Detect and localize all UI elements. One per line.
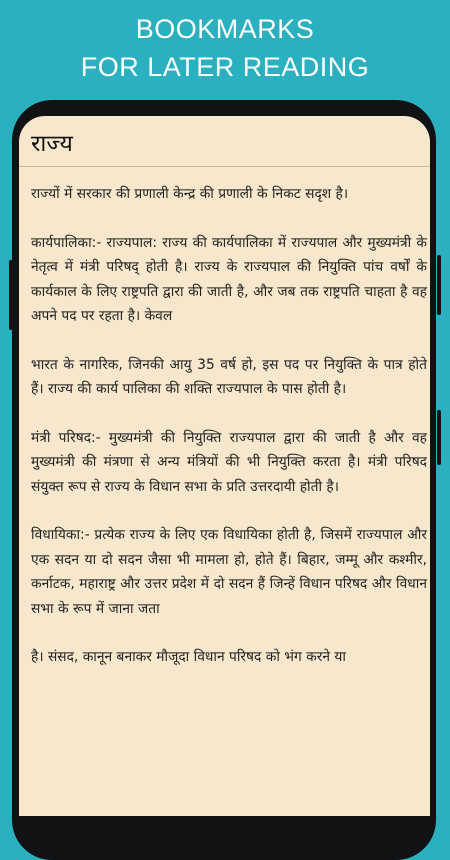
- phone-side-button: [437, 255, 441, 315]
- reader-screen[interactable]: [19, 116, 430, 816]
- title-divider: [19, 166, 430, 167]
- banner-line-1: BOOKMARKS: [135, 14, 315, 44]
- phone-side-button: [437, 410, 441, 465]
- article-paragraph: राज्यों में सरकार की प्रणाली केन्द्र की प्रणाली के निकट सदृश है।: [31, 186, 349, 202]
- page-title: राज्य: [31, 131, 73, 157]
- article-paragraph: मंत्री परिषद:- मुख्यमंत्री की नियुक्ति राज्यपाल द्वारा की जाती है और वह मुख्यमंत्री की मंत्रणा से अन्य मंत्रियों की भी नियुक्ति करता है। मंत्री परिषद संयुक्त रूप से राज्य के विधान सभा के प्रति उत्तरदायी होती है।: [31, 429, 427, 495]
- phone-side-button: [9, 260, 13, 330]
- article-content[interactable]: [31, 182, 427, 694]
- article-paragraph: है। संसद, कानून बनाकर मौजूदा विधान परिषद को भंग करने या: [31, 649, 346, 665]
- promo-banner: [0, 10, 450, 86]
- article-paragraph: भारत के नागरिक, जिनकी आयु 35 वर्ष हो, इस पद पर नियुक्ति के पात्र होते हैं। राज्य की कार्य पालिका की शक्ति राज्यपाल के पास होती है।: [31, 356, 427, 397]
- banner-line-2: FOR LATER READING: [80, 52, 370, 82]
- article-paragraph: विधायिका:- प्रत्येक राज्य के लिए एक विधायिका होती है, जिसमें राज्यपाल और एक सदन या दो सदन जैसा भी मामला हो, होते हैं। बिहार, जम्मू और कश्मीर, कर्नाटक, महाराष्ट्र और उत्तर प्रदेश में दो सदन हैं जिन्हें विधान परिषद और विधान सभा के रूप में जाना जता: [31, 527, 427, 617]
- article-paragraph: कार्यपालिका:- राज्यपाल: राज्य की कार्यपालिका में राज्यपाल और मुख्यमंत्री के नेतृत्व में मंत्री परिषद् होती है। राज्य के राज्यपाल की नियुक्ति पांच वर्षों के कार्यकाल के लिए राष्ट्रपति द्वारा की जाती है, और जब तक राष्ट्रपति चाहता है वह अपने पद पर रहता है। केवल: [31, 234, 427, 324]
